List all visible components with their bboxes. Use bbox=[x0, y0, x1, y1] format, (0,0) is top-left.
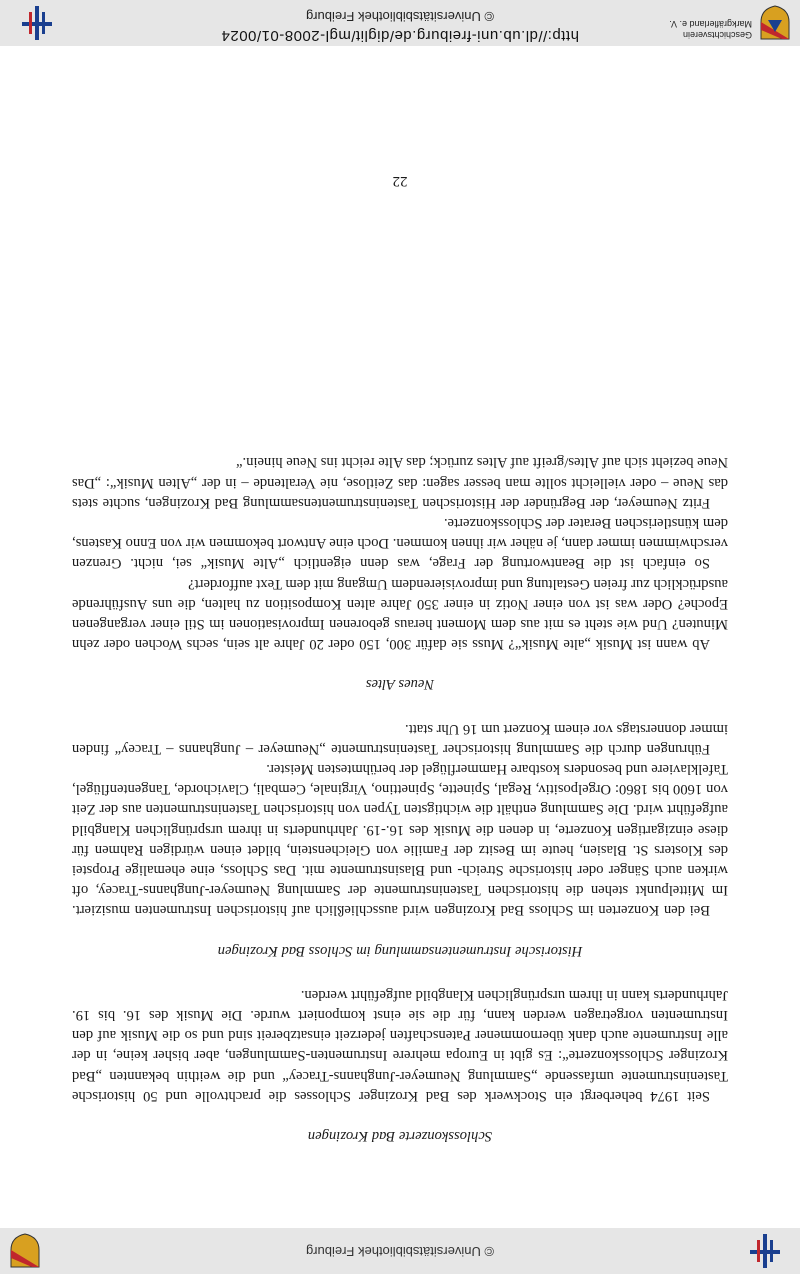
heading-neues-altes: Neues Altes bbox=[365, 676, 435, 693]
paragraph-2: Bei den Konzerten im Schloss Bad Krozingen wird ausschließlich auf historischen Instrumenten musiziert. Im Mittelpunkt stehen die historischen Tasteninstrumente der Sammlung Neumeyer-Junghanns-Tracey, oft wirken auch Sänger oder historische Streich- und Blasinstrumente mit. Das Schloss, eine ehemalige Propstei des Klosters St. Blasien, heute im Besitz der Familie von Gleichenstein, bildet einen würdigen Rahmen für diese einzigartigen Konzerte, in denen die Musik des 16.-19. Jahrhunderts in ihrem ursprünglichen Klangbild aufgeführt wird. Die Sammlung enthält die wichtigsten Typen von historischen Tasteninstrumenten aus der Zeit von 1600 bis 1860: Orgelpositiv, Regal, Spinette, Spinettino, Virginale, Cembali, Clavichorde, Tangentenflügel, Tafelklaviere und besonders kostbare Hammerflügel der berühmtesten Meister. bbox=[72, 760, 728, 919]
page-number: 22 bbox=[392, 173, 408, 189]
paragraph-3: Führungen durch die Sammlung historischer Tasteninstrumente „Neumeyer – Junghanns – Tracey“ finden immer donnerstags vor einem Konzert um 16 Uhr statt. bbox=[72, 720, 728, 757]
heading-instrumentensammlung: Historische Instrumentensammlung im Schloss Bad Krozingen bbox=[217, 942, 583, 959]
header-copyright: © Universitätsbibliothek Freiburg bbox=[305, 1244, 495, 1259]
paragraph-6: Fritz Neumeyer, der Begründer der Historischen Tasteninstrumentensammlung Bad Krozingen, suchte stets das Neue – oder vielleicht sollte man besser sagen: das Zeitlose, nie Veraltende – in der „Alten Musik“: „Das Neue bezieht sich auf Altes/greift auf Altes zurück; das Alte reicht ins Neue hinein.“ bbox=[72, 454, 728, 511]
heading-schlosskonzerte: Schlosskonzerte Bad Krozingen bbox=[307, 1128, 493, 1144]
article-body bbox=[72, 452, 728, 1146]
paragraph-4: Ab wann ist Musik „alte Musik“? Muss sie dafür 300, 150 oder 20 Jahre alt sein, sechs Wochen oder zehn Minuten? Und wie steht es mit aus dem Moment heraus geborenen Improvisationen im Stil einer vergangenen Epoche? Oder was ist von einer Notiz in einer 350 Jahre alten Komposition zu halten, die uns Ausführende ausdrücklich zur freien Gestaltung und improvisierendem Umgang mit dem Text auffordert? bbox=[72, 575, 728, 653]
footer-bar bbox=[0, 0, 800, 46]
ub-logo-icon bbox=[20, 4, 54, 42]
footer-copyright: © Universitätsbibliothek Freiburg bbox=[305, 9, 495, 24]
paragraph-1: Seit 1974 beherbergt ein Stockwerk des Bad Krozinger Schlosses die prachtvolle und 50 historische Tasteninstrumente umfassende „Sammlung Neumeyer-Junghanns-Tracey“ und die weithin bekannten „Bad Krozinger Schlosskonzerte“: Es gibt in Europa mehrere Instrumenten-Sammlungen, aber bisher keine, in der alle Instrumente auch dank übernommener Patenschaften jederzeit einsatzbereit sind und so die Musik auf den Instrumenten vorgetragen werden kann, für die sie einst komponiert wurde. Die Musik des 16. bis 19. Jahrhunderts kann in ihrem ursprünglichen Klangbild aufgeführt werden. bbox=[72, 986, 728, 1104]
paragraph-5: So einfach ist die Beantwortung der Frage, was denn eigentlich „Alte Musik“ sei, nicht. Grenzen verschwimmen immer dann, je näher wir ihnen kommen. Doch eine Antwort bekommen wir von Enno Kastens, dem künstlerischen Berater der Schlosskonzerte. bbox=[72, 514, 728, 572]
document-url[interactable]: http://dl.ub.uni-freiburg.de/diglit/mgl-2008-01/0024 bbox=[221, 27, 579, 44]
society-crest-icon bbox=[8, 1232, 42, 1270]
society-name: Geschichtsverein Markgräflerland e. V. bbox=[669, 19, 752, 40]
header-bar bbox=[0, 1228, 800, 1274]
